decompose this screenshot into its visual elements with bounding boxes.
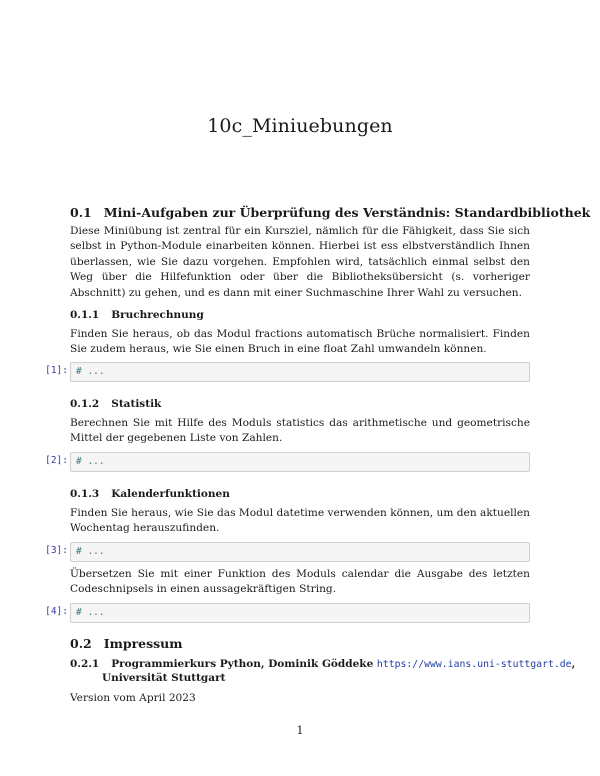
subsection-title: Statistik <box>111 398 162 410</box>
subsection-title-line2: Universität Stuttgart <box>102 672 226 684</box>
cell-prompt: [4]: <box>45 606 68 617</box>
subsection-number: 0.1.2 <box>70 398 100 410</box>
page-number: 1 <box>296 724 304 737</box>
subsection-paragraph: Berechnen Sie mit Hilfe des Moduls statistics das arithmetische und geometrische Mittel der gegebenen Liste von Zahlen. <box>70 417 530 445</box>
subsection-number: 0.2.1 <box>70 658 100 670</box>
subsection-title: Bruchrechnung <box>111 309 204 321</box>
subsection-title: Programmierkurs Python, Dominik Göddeke <box>111 658 374 670</box>
link-suffix: , <box>571 658 576 670</box>
code-cell-text: # ... <box>76 546 105 557</box>
subsection-heading <box>70 398 161 410</box>
subsection-title: Kalenderfunktionen <box>111 488 230 500</box>
subsection-paragraph: Finden Sie heraus, ob das Modul fractions automatisch Brüche normalisiert. Finden Sie zudem heraus, wie Sie einen Bruch in eine float Zahl umwandeln können. <box>70 328 530 356</box>
section-number: 0.2 <box>70 636 92 651</box>
subsection-heading <box>70 309 204 321</box>
subsection-paragraph: Übersetzen Sie mit einer Funktion des Moduls calendar die Ausgabe des letzten Codeschnipsels in einen aussagekräftigen String. <box>70 568 530 596</box>
code-cell-text: # ... <box>76 607 105 618</box>
section-heading <box>70 205 590 220</box>
cell-prompt: [1]: <box>45 365 68 376</box>
code-cell-text: # ... <box>76 456 105 467</box>
subsection-number: 0.1.1 <box>70 309 100 321</box>
section-title: Impressum <box>103 636 183 651</box>
subsection-heading <box>70 488 230 500</box>
code-cell[interactable] <box>70 542 530 562</box>
section-paragraph: Diese Miniübung ist zentral für ein Kursziel, nämlich für die Fähigkeit, dass Sie sich selbst in Python-Module einarbeiten können. Hierbei ist ess elbstverständlich Ihnen überlassen, wie Sie dazu vorgehen. Empfohlen wird, tatsächlich einmal selbst den Weg über die Hilfefunktion oder über die Bibliotheksübersicht (s. vorheriger Abschnitt) zu gehen, und es dann mit einer Suchmaschine Ihrer Wahl zu versuchen. <box>70 225 530 299</box>
code-cell-text: # ... <box>76 366 105 377</box>
code-cell[interactable] <box>70 452 530 472</box>
document-title: 10c_Miniuebungen <box>207 115 393 137</box>
subsection-paragraph: Finden Sie heraus, wie Sie das Modul datetime verwenden können, um den aktuellen Wochentag herauszufinden. <box>70 507 530 535</box>
version-text: Version vom April 2023 <box>70 692 196 704</box>
cell-prompt: [3]: <box>45 545 68 556</box>
code-cell[interactable] <box>70 603 530 623</box>
section-title: Mini-Aufgaben zur Überprüfung des Verständnis: Standardbibliothek <box>103 205 591 220</box>
section-number: 0.1 <box>70 205 92 220</box>
code-cell[interactable] <box>70 362 530 382</box>
institute-link[interactable]: https://www.ians.uni-stuttgart.de <box>376 659 572 670</box>
subsection-heading <box>70 658 575 670</box>
subsection-number: 0.1.3 <box>70 488 100 500</box>
section-heading <box>70 636 183 651</box>
cell-prompt: [2]: <box>45 455 68 466</box>
